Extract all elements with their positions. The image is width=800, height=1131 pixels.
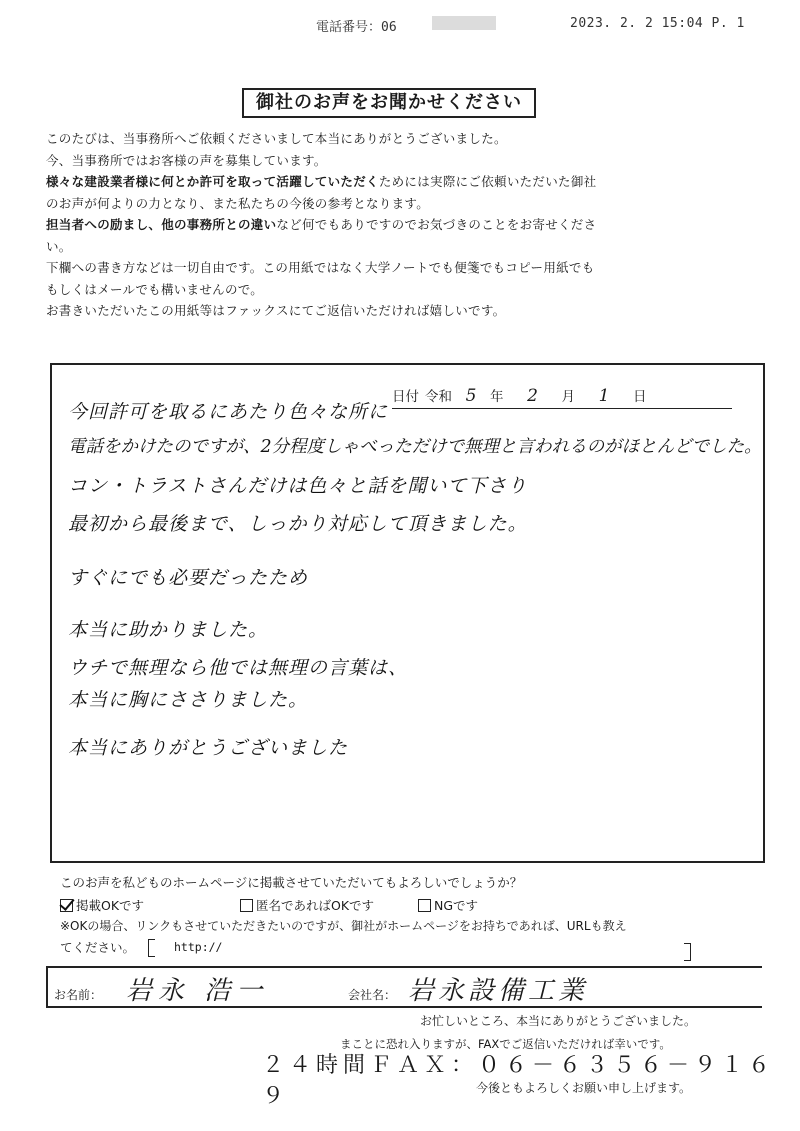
company-value: 岩永設備工業: [408, 976, 589, 1006]
intro-rest: など何でもありですのでお気づきのことをお寄せくださ: [276, 217, 597, 232]
handwritten-line: 最初から最後まで、しっかり対応して頂きました。: [68, 513, 528, 535]
option-anonymous-label: 匿名であればOKです: [256, 898, 375, 913]
name-value: 岩永 浩一: [126, 976, 269, 1006]
intro-line: 今、当事務所ではお客様の声を募集しています。: [46, 152, 327, 168]
intro-line: い。: [46, 238, 72, 254]
intro-line: [46, 171, 766, 193]
publish-question: このお声を私どものホームページに掲載させていただいてもよろしいでしょうか？: [60, 875, 523, 890]
intro-rest: ためには実際にご依頼いただいた御社: [378, 174, 597, 189]
intro-line: 下欄への書き方などは一切自由です。この用紙ではなく大学ノートでも便箋でもコピー用紙でも: [46, 260, 595, 275]
intro-line: のお声が何よりの力となり、また私たちの今後の参考となります。: [46, 195, 430, 211]
footer-sorry: まことに恐れ入りますが、FAXでご返信いただければ幸いです。: [340, 1037, 671, 1051]
intro-line: このたびは、当事務所へご依頼くださいまして本当にありがとうございました。: [46, 131, 507, 146]
name-row: [46, 966, 762, 1008]
voice-box: [50, 363, 765, 863]
url-note-end: てください。: [60, 940, 136, 955]
option-ng-label: NGです: [434, 898, 479, 913]
url-line: [60, 937, 750, 959]
url-note: ※OKの場合、リンクもさせていただきたいのですが、御社がホームページをお持ちであれば、URLも教え: [60, 919, 627, 933]
handwritten-line: 今回許可を取るにあたり色々な所に: [68, 401, 389, 423]
handwritten-line: ウチで無理なら他では無理の言葉は、: [68, 657, 409, 679]
option-ok[interactable]: [60, 895, 210, 916]
handwritten-line: 本当に胸にささりました。: [68, 689, 309, 711]
bracket-close-icon: [684, 943, 691, 961]
checkbox-icon[interactable]: [240, 899, 253, 912]
date-month: 2: [527, 386, 538, 406]
date-label: 日付: [392, 389, 419, 405]
publish-options: [60, 895, 750, 916]
fax-phone-label: 電話番号：06: [316, 20, 397, 35]
publish-consent: [60, 872, 750, 959]
form-title: 御社のお声をお聞かせください: [242, 88, 536, 118]
footer-thanks: お忙しいところ、本当にありがとうございました。: [420, 1014, 697, 1028]
date-era: 令和: [425, 389, 452, 405]
intro-text: [46, 128, 766, 322]
fax-timestamp: 2023. 2. 2 15:04 P. 1: [570, 16, 745, 31]
option-ng[interactable]: [418, 895, 478, 916]
handwritten-line: すぐにでも必要だったため: [68, 567, 309, 589]
date-day: 1: [598, 386, 610, 406]
date-month-unit: 月: [561, 389, 575, 405]
option-anonymous[interactable]: [240, 895, 410, 916]
option-ok-label: 掲載OKです: [76, 898, 145, 913]
redacted-phone: [432, 16, 496, 30]
date-day-unit: 日: [633, 389, 647, 405]
handwritten-line: 本当に助かりました。: [68, 619, 269, 641]
fax-number: ２４時間ＦＡＸ：０６－６３５６－９１６９: [262, 1053, 776, 1109]
intro-bold: 担当者への励まし、他の事務所との違い: [46, 217, 277, 232]
checkbox-icon[interactable]: [418, 899, 431, 912]
intro-bold: 様々な建設業者様に何とか許可を取って活躍していただく: [46, 174, 379, 189]
date-row: [392, 385, 732, 409]
handwritten-line: 本当にありがとうございました: [68, 737, 349, 759]
date-year-unit: 年: [490, 389, 504, 405]
checkbox-checked-icon[interactable]: [60, 899, 73, 912]
date-year: 5: [465, 386, 477, 406]
url-field[interactable]: http://: [174, 940, 223, 954]
company-label: 会社名：: [348, 988, 397, 1002]
intro-line: もしくはメールでも構いませんので。: [46, 281, 264, 297]
handwritten-line: 電話をかけたのですが、2分程度しゃべっただけで無理と言われるのがほとんどでした。: [68, 437, 762, 457]
intro-line: お書きいただいたこの用紙等はファックスにてご返信いただければ嬉しいです。: [46, 303, 506, 318]
fax-header: [0, 12, 800, 36]
bracket-open-icon: [148, 939, 155, 957]
handwritten-line: コン・トラストさんだけは色々と話を聞いて下さり: [68, 475, 528, 497]
intro-line: [46, 214, 766, 236]
name-label: お名前：: [54, 988, 103, 1002]
footer-closing: 今後ともよろしくお願い申し上げます。: [476, 1081, 692, 1095]
